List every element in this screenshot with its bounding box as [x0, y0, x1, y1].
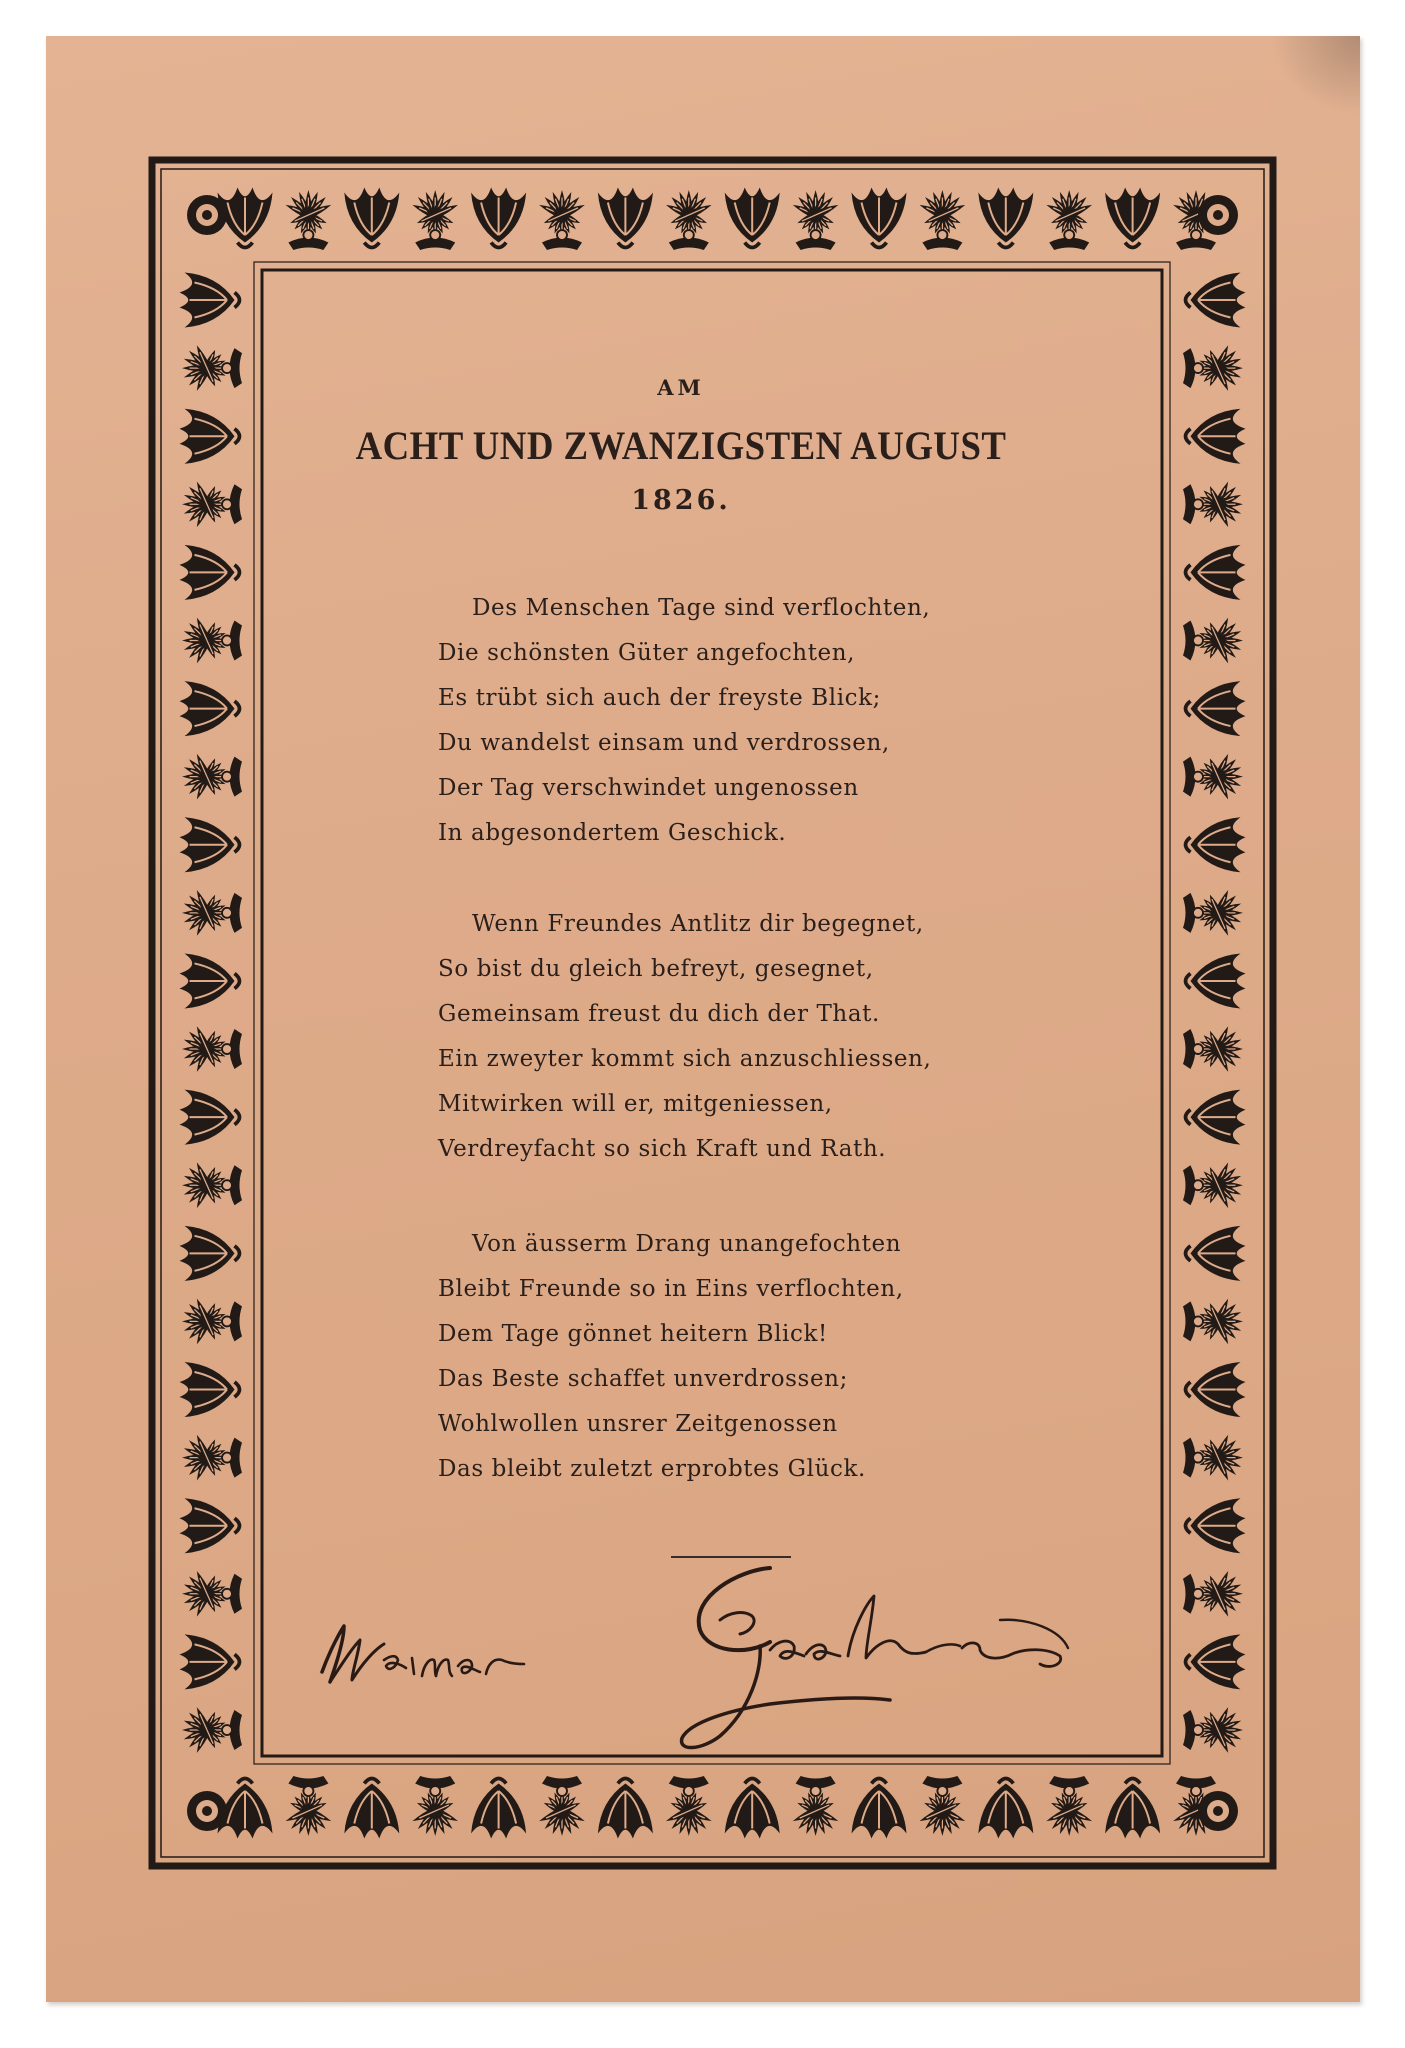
- poem-stanza-3: [438, 1222, 1058, 1492]
- heading-am: AM: [657, 375, 705, 400]
- poem-stanza-2: [438, 902, 1058, 1172]
- heading-year: 1826.: [631, 485, 731, 516]
- poem-line: Wenn Freundes Antlitz dir begegnet,: [472, 911, 924, 937]
- poem-line: Es trübt sich auch der freyste Blick;: [438, 685, 882, 711]
- poem-line: In abgesondertem Geschick.: [438, 820, 787, 846]
- poem-line: Dem Tage gönnet heitern Blick!: [438, 1321, 828, 1347]
- poem-line: Das Beste schaffet unverdrossen;: [438, 1366, 848, 1392]
- signature-icon: [300, 1560, 1180, 1760]
- heading-block: [296, 360, 1066, 516]
- poem-line: Ein zweyter kommt sich anzuschliessen,: [438, 1046, 932, 1072]
- poem-line: Verdreyfacht so sich Kraft und Rath.: [438, 1136, 887, 1162]
- poem-line: Das bleibt zuletzt erprobtes Glück.: [438, 1456, 866, 1482]
- poem-line: Wohlwollen unsrer Zeitgenossen: [438, 1411, 838, 1437]
- poem-line: Von äusserm Drang unangefochten: [472, 1231, 902, 1257]
- poem-line: Des Menschen Tage sind verflochten,: [472, 595, 931, 621]
- poem-line: So bist du gleich befreyt, gesegnet,: [438, 956, 874, 982]
- poem-line: Der Tag verschwindet ungenossen: [438, 775, 859, 801]
- poem-line: Mitwirken will er, mitgeniessen,: [438, 1091, 833, 1117]
- poem-line: Bleibt Freunde so in Eins verflochten,: [438, 1276, 904, 1302]
- poem-stanza-1: [438, 586, 1058, 856]
- poem-line: Gemeinsam freust du dich der That.: [438, 1001, 880, 1027]
- poem-line: Die schönsten Güter angefochten,: [438, 640, 856, 666]
- poem-line: Du wandelst einsam und verdrossen,: [438, 730, 890, 756]
- heading-date: ACHT UND ZWANZIGSTEN AUGUST: [355, 423, 1007, 468]
- divider-rule: [671, 1556, 791, 1558]
